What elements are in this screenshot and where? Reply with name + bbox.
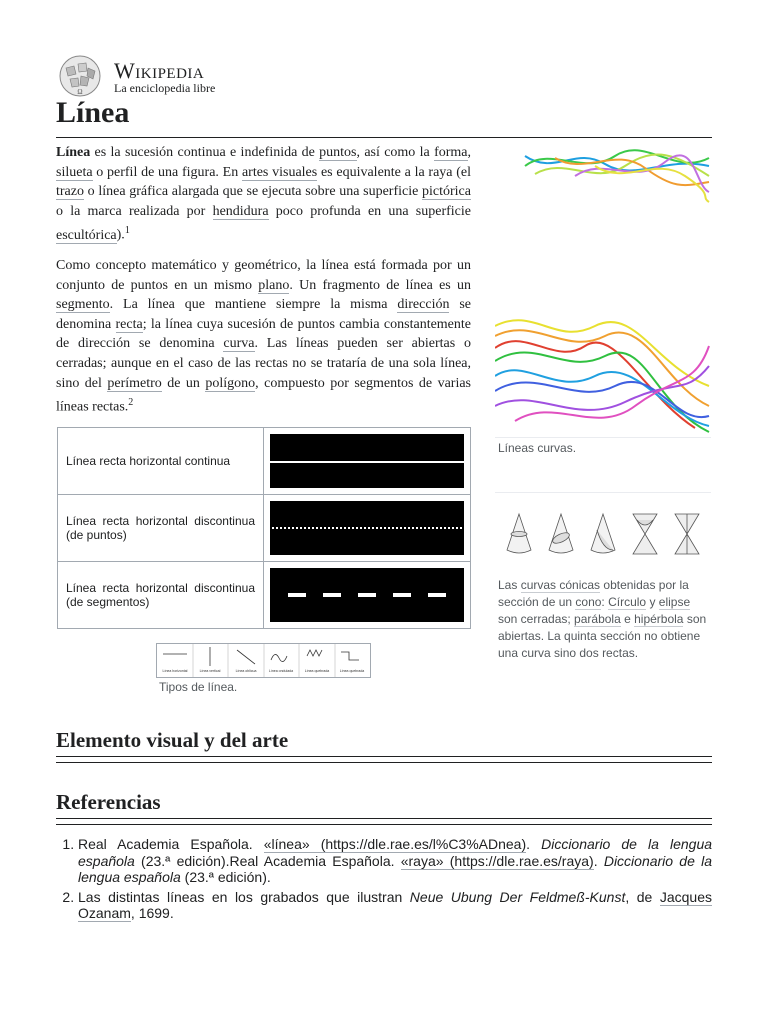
table-cell-label: Línea recta horizontal discontinua (de puntos) [58,495,264,562]
link-pictorica[interactable]: pictórica [422,184,471,200]
dotted-line-sample [270,501,464,555]
text: obtenidas por la sección de un [498,578,689,609]
text: : [601,595,609,609]
text: y [646,595,659,609]
italic-title: Neue Ubung Der Feldmeß-Kunst [409,888,626,905]
italic-title: Diccionario de la lengua española [78,852,712,885]
link-hiperbola[interactable]: hipérbola [634,612,684,626]
text: Real Academia Española. [78,836,264,852]
link-poligono[interactable]: polígono [205,375,256,391]
text: . [593,852,604,869]
svg-text:Ω: Ω [77,88,83,96]
site-name: Wikipedia [114,58,205,83]
link-curvas-conicas[interactable]: curvas cónicas [520,578,601,592]
text: , así como la [356,145,435,160]
section-heading-visual: Elemento visual y del arte [56,728,289,752]
link-hendidura[interactable]: hendidura [212,203,269,219]
text: poco profunda en una superficie [268,203,471,219]
link-forma[interactable]: forma [434,145,468,160]
text: o perfil de una figura. En [92,164,242,180]
link-direccion[interactable]: dirección [397,297,450,313]
curved-lines-image[interactable] [495,306,711,438]
text: Las [498,578,521,592]
italic-title: Diccionario de la lengua española [78,836,713,869]
link-plano[interactable]: plano [258,277,290,293]
references-list [56,836,712,925]
link-parabola[interactable]: parábola [574,612,621,626]
text: . Las líneas pueden ser abiertas o cerradas; aunque en el caso de las rectas no se trataría de una sola línea, sino del [56,336,471,391]
text: son abiertas. La quinta sección no obtiene una curva sino dos rectas. [498,612,707,660]
table-cell-label: Línea recta horizontal continua [58,428,264,495]
link-escultorica[interactable]: escultórica [56,228,117,244]
page-title: Línea [56,96,130,129]
link-perimetro[interactable]: perímetro [107,375,162,391]
section-divider [56,818,712,825]
link-artes-visuales[interactable]: artes visuales [241,164,318,180]
text: . La línea que mantiene siempre la misma [109,297,398,313]
link-trazo[interactable]: trazo [56,184,84,200]
link-recta[interactable]: recta [115,316,143,332]
text: de un [161,375,206,391]
text: . Un fragmento de línea es un [289,277,471,293]
section-divider [56,756,712,763]
table-cell-swatch [264,495,471,562]
solid-line-sample [270,434,464,488]
link-silueta[interactable]: silueta [56,164,93,180]
link-jacques-ozanam[interactable]: Jacques Ozanam [78,888,713,921]
text: o línea gráfica alargada que se ejecuta sobre una superficie [83,184,423,200]
table-row [58,428,471,495]
link-cono[interactable]: cono [575,595,602,609]
table-cell-swatch [264,562,471,629]
table-cell-swatch [264,428,471,495]
section-heading-references: Referencias [56,790,161,814]
text: . [526,836,542,852]
term-bold: Línea [56,145,91,160]
text: , [467,145,471,160]
text: (23.ª edición). [180,869,271,885]
text: es equivalente a la raya (el [317,164,472,180]
line-type-label: Línea horizontal [162,669,188,673]
text: o la marca realizada por [56,203,213,219]
reference-item [78,836,712,886]
text: Como concepto matemático y geométrico, la línea está formada por un conjunto de puntos en un mismo [56,258,471,293]
table-row [58,562,471,629]
text: es la sucesión continua e indefinida de [90,145,320,160]
figure-divider [495,492,711,493]
table-row [58,495,471,562]
link-curva[interactable]: curva [223,336,255,352]
text: e [620,612,635,626]
wikipedia-globe-icon [56,54,104,98]
dashed-line-sample [270,568,464,622]
text: , compuesto por segmentos de varias líneas rectas. [56,375,472,415]
link-circulo[interactable]: Círculo [608,595,647,609]
line-type-label: Línea quebrada [339,669,365,673]
site-tagline: La enciclopedia libre [114,81,216,95]
line-type-label: Línea vertical [199,669,221,673]
text: ; la línea cuya sucesión de puntos cambia constantemente de dirección se denomina [56,316,471,352]
reference-marker-2[interactable]: 2 [128,397,134,409]
line-type-label: Línea oblicua [235,669,257,673]
text: son cerradas; [498,612,575,626]
link-elipse[interactable]: elipse [658,595,691,609]
text: Las distintas líneas en los grabados que ilustran [78,888,410,905]
conics-caption [498,577,710,662]
table-cell-label: Línea recta horizontal discontinua (de segmentos) [58,562,264,629]
curves-caption: Líneas curvas. [498,441,577,455]
colorful-lines-image[interactable] [495,146,711,210]
line-types-table [57,427,471,629]
reference-item [78,889,712,922]
line-type-label: Línea ondulada [268,669,294,673]
math-paragraph [56,256,471,417]
title-divider [56,137,712,138]
text: , de [625,888,660,905]
line-types-caption: Tipos de línea. [159,680,238,694]
text: , 1699. [130,905,174,921]
text: (23.ª edición).Real Academia Española. [134,852,401,869]
reference-marker-1[interactable]: 1 [124,225,130,237]
link-segmento[interactable]: segmento [56,297,110,313]
intro-paragraph [56,143,471,246]
line-types-graphic [157,644,370,677]
link-rae-linea[interactable]: «línea» (https://dle.rae.es/l%C3%ADnea) [263,836,527,852]
link-rae-raya[interactable]: «raya» (https://dle.rae.es/raya) [400,852,594,869]
line-type-label: Línea quebrada [304,669,330,673]
text: ). [116,228,125,244]
dashed-line-graphic [270,568,464,622]
link-puntos[interactable]: puntos [319,145,357,160]
wikipedia-logo[interactable] [56,54,256,98]
text: se denomina [56,297,472,332]
figure-divider [495,437,711,438]
line-types-image[interactable] [156,643,371,678]
conic-sections-image[interactable] [495,510,711,560]
